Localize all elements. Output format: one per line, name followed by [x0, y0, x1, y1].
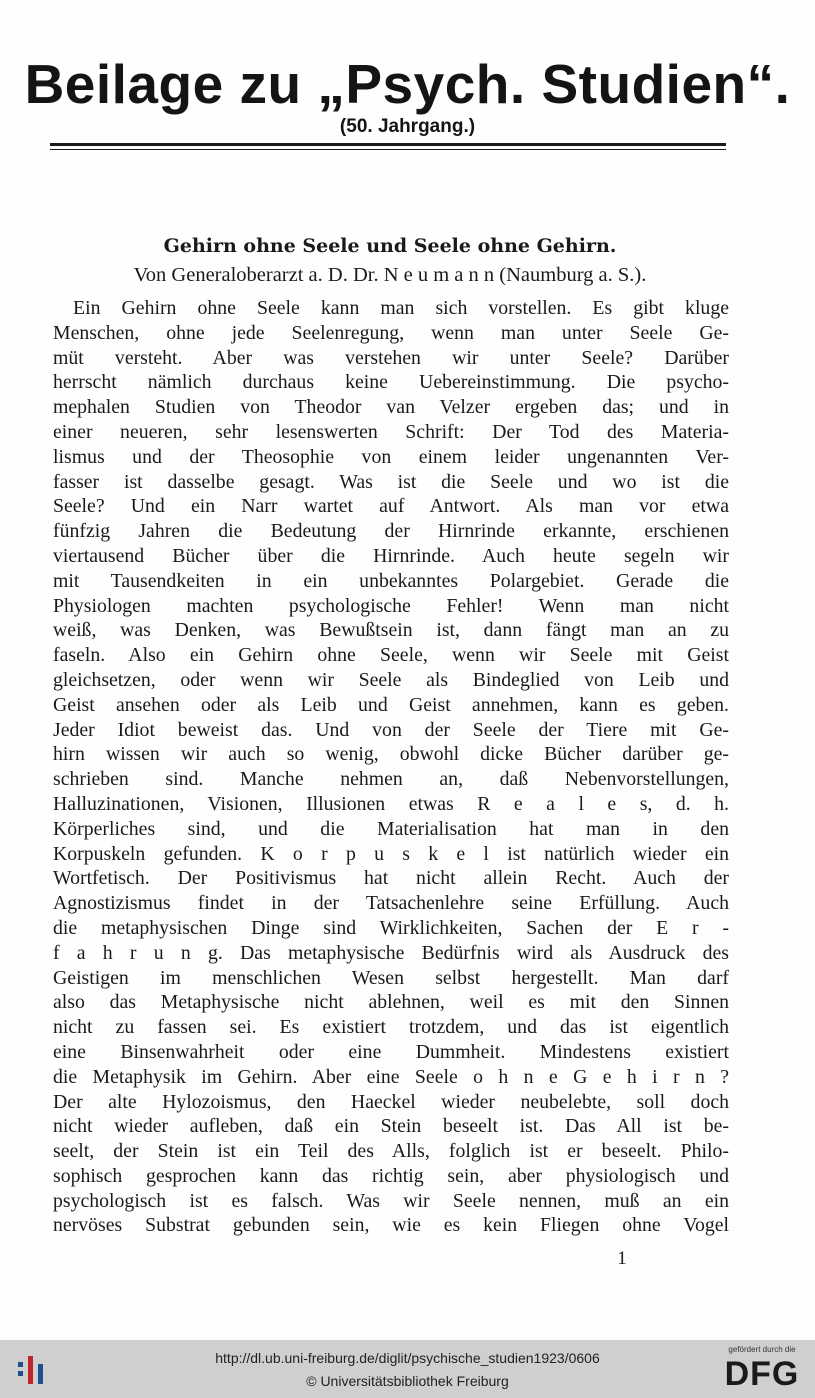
- body-line: nervöses Substrat gebunden sein, wie es kein Fliegen ohne Vogel: [53, 1214, 729, 1237]
- body-line: f a h r u n g. Das metaphysische Bedürfnis wird als Ausdruck des: [53, 941, 729, 964]
- copyright-notice: © Universitätsbibliothek Freiburg: [306, 1373, 509, 1389]
- body-line: nicht wieder aufleben, daß ein Stein beseelt ist. Das All ist be-: [53, 1115, 729, 1138]
- article-byline: Von Generaloberarzt a. D. Dr. N e u m a n n (Naumburg a. S.).: [133, 264, 647, 286]
- page-number: 1: [617, 1248, 627, 1269]
- body-line: Menschen, ohne jede Seelenregung, wenn man unter Seele Ge-: [53, 321, 729, 344]
- document-url-link[interactable]: http://dl.ub.uni-freiburg.de/diglit/psychische_studien1923/0606: [215, 1350, 600, 1366]
- body-line: Korpuskeln gefunden. K o r p u s k e l ist natürlich wieder ein: [53, 842, 729, 865]
- body-line: Geistigen im menschlichen Wesen selbst hergestellt. Man darf: [53, 966, 729, 989]
- body-line: fasser ist dasselbe gesagt. Was ist die Seele und wo ist die: [53, 470, 729, 493]
- body-line: die Metaphysik im Gehirn. Aber eine Seele o h n e G e h i r n ?: [53, 1065, 729, 1088]
- body-line: mit Tausendkeiten in ein unbekanntes Polargebiet. Gerade die: [53, 569, 729, 592]
- body-line: viertausend Bücher über die Hirnrinde. Auch heute segeln wir: [53, 544, 729, 567]
- body-line: Ein Gehirn ohne Seele kann man sich vorstellen. Es gibt kluge: [73, 297, 729, 319]
- masthead-subtitle: (50. Jahrgang.): [339, 116, 476, 137]
- body-line: sophisch gesprochen kann das richtig sein, aber physiologisch und: [53, 1164, 729, 1187]
- body-line: Wortfetisch. Der Positivismus hat nicht allein Recht. Auch der: [53, 867, 729, 890]
- body-line: fünfzig Jahren die Bedeutung der Hirnrinde erkannte, erschienen: [53, 520, 729, 543]
- body-line: lismus und der Theosophie von einem leider ungenannten Ver-: [53, 445, 729, 468]
- body-line: Halluzinationen, Visionen, Illusionen etwas R e a l e s, d. h.: [53, 792, 729, 815]
- body-line: einer neueren, sehr lesenswerten Schrift: Der Tod des Materia-: [53, 420, 729, 443]
- body-line: hirn wissen wir auch so wenig, obwohl dicke Bücher darüber ge-: [53, 743, 729, 766]
- body-line: schrieben sind. Manche nehmen an, daß Nebenvorstellungen,: [53, 768, 729, 791]
- body-line: weiß, was Denken, was Bewußtsein ist, dann fängt man an zu: [53, 619, 729, 642]
- body-line: seelt, der Stein ist ein Teil des Alls, folglich ist er beseelt. Philo-: [53, 1140, 729, 1163]
- body-line: mephalen Studien von Theodor van Velzer ergeben das; und in: [53, 396, 729, 419]
- body-line: Körperliches sind, und die Materialisation hat man in den: [53, 817, 729, 840]
- masthead-rule-thick: [50, 143, 726, 146]
- viewer-footer: [0, 1340, 815, 1398]
- body-line: nicht zu fassen sei. Es existiert trotzdem, und das ist eigentlich: [53, 1016, 729, 1039]
- body-line: psychologisch ist es falsch. Was wir Seele nennen, muß an ein: [53, 1189, 729, 1212]
- body-line: die metaphysischen Dinge sind Wirklichkeiten, Sachen der E r -: [53, 916, 729, 939]
- article-title: Gehirn ohne Seele und Seele ohne Gehirn.: [163, 235, 617, 257]
- body-line: Seele? Und ein Narr wartet auf Antwort. Als man vor etwa: [53, 495, 729, 518]
- masthead-title: Beilage zu „Psych. Studien“.: [24, 53, 791, 115]
- body-line: eine Binsenwahrheit oder eine Dummheit. Mindestens existiert: [53, 1040, 729, 1063]
- body-line: faseln. Also ein Gehirn ohne Seele, wenn wir Seele mit Geist: [53, 644, 729, 667]
- body-line: Geist ansehen oder als Leib und Geist annehmen, kann es geben.: [53, 693, 729, 716]
- masthead-rule-thin: [50, 149, 726, 150]
- body-line: Jeder Idiot beweist das. Und von der Seele der Tiere mit Ge-: [53, 718, 729, 741]
- body-line: gleichsetzen, oder wenn wir Seele als Bindeglied von Leib und: [53, 668, 729, 691]
- article-body: [53, 296, 729, 1238]
- body-line: herrscht nämlich durchaus keine Uebereinstimmung. Die psycho-: [53, 371, 729, 394]
- body-line: Physiologen machten psychologische Fehler! Wenn man nicht: [53, 594, 729, 617]
- body-line: Agnostizismus findet in der Tatsachenlehre seine Erfüllung. Auch: [53, 892, 729, 915]
- dfg-funding-note: gefördert durch die: [728, 1345, 796, 1354]
- body-line: also das Metaphysische nicht ablehnen, weil es mit den Sinnen: [53, 991, 729, 1014]
- dfg-logo[interactable]: DFG: [724, 1355, 800, 1393]
- body-line: Der alte Hylozoismus, den Haeckel wieder neubelebte, soll doch: [53, 1090, 729, 1113]
- body-line: müt versteht. Aber was verstehen wir unter Seele? Darüber: [53, 346, 729, 369]
